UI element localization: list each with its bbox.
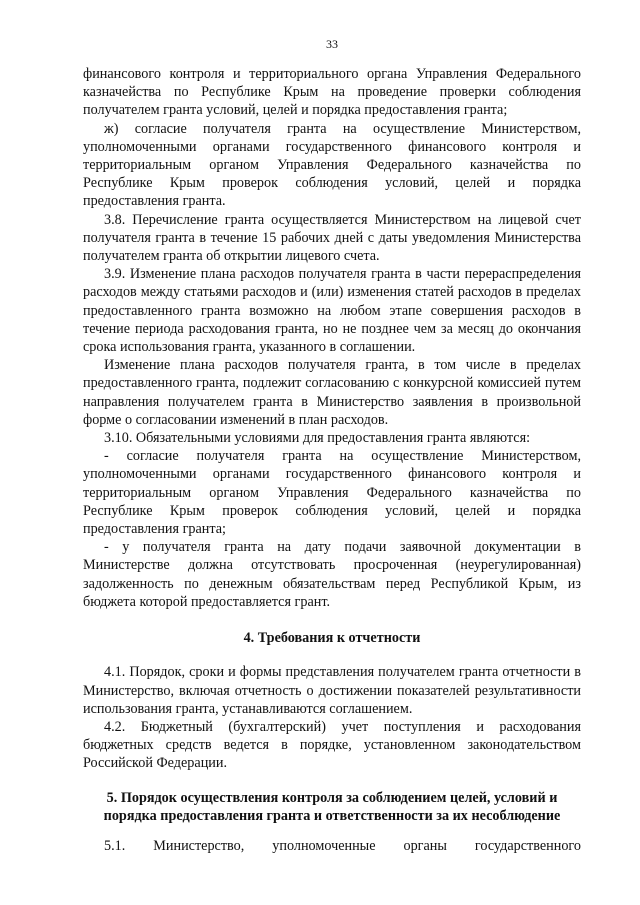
section-3-continuation <box>83 65 581 611</box>
section-4-heading: 4. Требования к отчетности <box>243 630 421 647</box>
paragraph: 4.2. Бюджетный (бухгалтерский) учет поступления и расходования бюджетных средств ведется в порядке, установленном законодательством Российской Федерации. <box>83 718 581 772</box>
section-5-first-line: 5.1. Министерство, уполномоченные органы государственного <box>104 837 581 854</box>
paragraph: 3.9. Изменение плана расходов получателя гранта в части перераспределения расходов между статьями расходов и (или) изменения статей расходов в пределах предоставленного гранта возможно на любом этапе совершения расходов в течение периода расходования гранта, но не позднее чем за месяц до окончания срока использования гранта, указанного в соглашении. <box>83 266 581 356</box>
paragraph: 4.1. Порядок, сроки и формы представления получателем гранта отчетности в Министерство, включая отчетность о достижении показателей результативности использования гранта, устанавливаются соглашением. <box>83 664 581 717</box>
paragraph: ж) согласие получателя гранта на осуществление Министерством, уполномоченными органами государственного финансового контроля и территориальным органом Управления Федерального казначейства по Республике Крым проверок соблюдения условий, целей и порядка предоставления гранта. <box>83 120 581 210</box>
page-number: 33 <box>326 37 338 51</box>
paragraph: - согласие получателя гранта на осуществление Министерством, уполномоченными органами государственного финансового контроля и территориальным органом Управления Федерального казначейства по Республике Крым проверок соблюдения условий, целей и порядка предоставления гранта; <box>83 448 581 538</box>
paragraph: 3.10. Обязательными условиями для предоставления гранта являются: <box>104 430 531 447</box>
paragraph: 3.8. Перечисление гранта осуществляется Министерством на лицевой счет получателя гранта в течение 15 рабочих дней с даты уведомления Министерства получателем гранта об открытии лицевого счета. <box>83 211 581 265</box>
section-4-body <box>83 663 581 772</box>
paragraph: - у получателя гранта на дату подачи заявочной документации в Министерстве должна отсутствовать просроченная (неурегулированная) задолженность по денежным обязательствам перед Республикой Крым, из бюджета которой предоставляется грант. <box>83 539 581 610</box>
paragraph: Изменение плана расходов получателя гранта, в том числе в пределах предоставленного гранта, подлежит согласованию с конкурсной комиссией путем направления получателем гранта в Министерство заявления в произвольной форме о согласовании изменений в план расходов. <box>83 357 581 428</box>
section-5-heading: 5. Порядок осуществления контроля за соблюдением целей, условий и порядка предоставления гранта и ответственности за их несоблюдение <box>103 789 561 824</box>
paragraph: финансового контроля и территориального органа Управления Федерального казначейства по Республике Крым на проведение проверки соблюдения получателем гранта условий, целей и порядка предоставления гранта; <box>83 66 581 119</box>
